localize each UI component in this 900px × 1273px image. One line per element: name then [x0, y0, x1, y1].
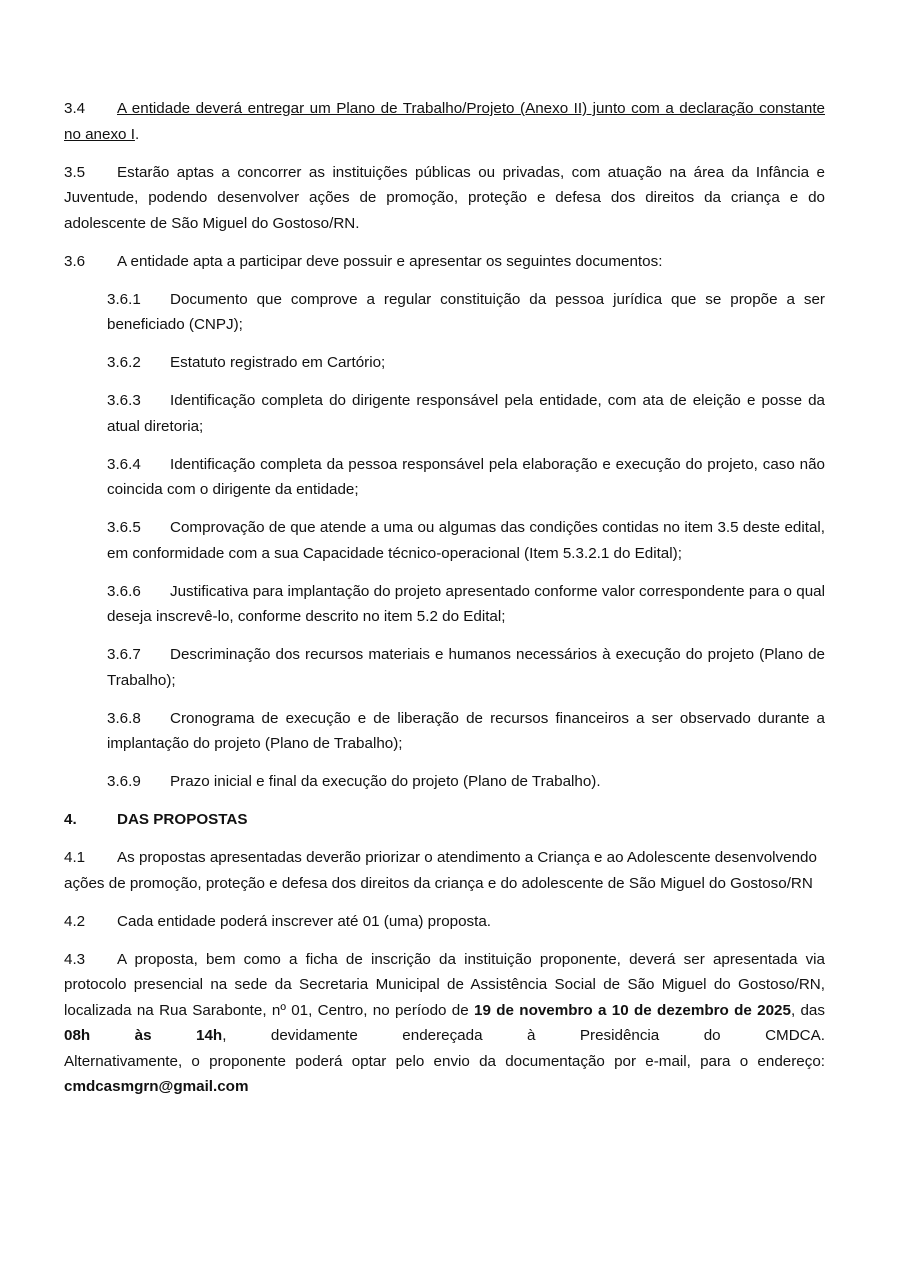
paragraph-text: , das	[790, 1001, 825, 1019]
item-number: 3.6.4	[107, 455, 141, 473]
item-number: 3.6.6	[107, 582, 141, 600]
item-text: Comprovação de que atende a uma ou algumas das condições contidas no item 3.5 deste edital, em conformidade com a sua Capacidade técnico-operacional (Item 5.3.2.1 do Edital);	[107, 519, 825, 562]
paragraph-text: A entidade apta a participar deve possuir e apresentar os seguintes documentos:	[117, 252, 663, 270]
time-start: 08h	[64, 1027, 91, 1044]
section-number: 3.4	[64, 100, 86, 117]
paragraph-tail: .	[134, 125, 140, 143]
paragraph-text: As propostas apresentadas deverão priorizar o atendimento a Criança e ao Adolescente desenvolvendo ações de promoção, proteção e defesa dos direitos da criança e do adolescente de São Miguel do Gostoso/RN	[64, 849, 817, 892]
time-end: 14h	[196, 1027, 223, 1044]
email-address: cmdcasmgrn@gmail.com	[64, 1078, 249, 1095]
section-number: 3.6	[64, 252, 86, 270]
list-item	[107, 388, 825, 439]
list-item	[107, 515, 825, 566]
paragraph-text: , devidamente endereçada à Presidência do CMDCA.	[222, 1027, 825, 1044]
list-item	[107, 287, 825, 338]
section-number: 4.1	[64, 849, 86, 866]
list-item	[107, 706, 825, 757]
item-number: 3.6.3	[107, 392, 141, 409]
document-page	[64, 96, 825, 1112]
list-item	[107, 769, 825, 795]
paragraph-3-6	[64, 249, 825, 275]
item-number: 3.6.5	[107, 519, 141, 536]
item-text: Justificativa para implantação do projeto apresentado conforme valor correspondente para o qual deseja inscrevê-lo, conforme descrito no item 5.2 do Edital;	[107, 582, 825, 625]
paragraph-4-2	[64, 909, 825, 935]
item-number: 3.6.1	[107, 290, 141, 308]
underlined-text: A entidade deverá entregar um Plano de Trabalho/Projeto (Anexo II) junto com a declaração constante no anexo I	[64, 100, 825, 143]
paragraph-3-4	[64, 96, 825, 147]
heading-title: DAS PROPOSTAS	[117, 811, 248, 828]
paragraph-3-5	[64, 160, 825, 237]
item-text: Estatuto registrado em Cartório;	[170, 354, 386, 371]
section-number: 3.5	[64, 163, 86, 181]
list-item	[107, 350, 825, 376]
paragraph-4-1	[64, 845, 825, 896]
item-text: Descriminação dos recursos materiais e humanos necessários à execução do projeto (Plano de Trabalho);	[107, 646, 825, 689]
item-text: Prazo inicial e final da execução do projeto (Plano de Trabalho).	[170, 773, 601, 790]
period-dates: 19 de novembro a 10 de dezembro de 2025	[474, 1001, 791, 1019]
section-heading-4	[64, 807, 825, 833]
paragraph-text: A proposta, bem como a ficha de inscrição da instituição proponente, deverá ser apresentada via protocolo presencial na sede da Secretaria Municipal de Assistência Social de São Miguel do Gostoso/RN, localizada na Rua Sarabonte, nº 01, Centro, no período de	[64, 950, 825, 1019]
paragraph-4-3	[64, 947, 825, 1049]
paragraph-text: Estarão aptas a concorrer as instituições públicas ou privadas, com atuação na área da Infância e Juventude, podendo desenvolver ações de promoção, proteção e defesa dos direitos da criança e do adolescente de São Miguel do Gostoso/RN.	[64, 163, 825, 232]
paragraph-4-3-continued	[64, 1049, 825, 1100]
item-text: Documento que comprove a regular constituição da pessoa jurídica que se propõe a ser beneficiado (CNPJ);	[107, 290, 825, 333]
list-item	[107, 579, 825, 630]
item-number: 3.6.8	[107, 709, 141, 727]
section-number: 4.3	[64, 950, 86, 968]
item-text: Cronograma de execução e de liberação de recursos financeiros a ser observado durante a implantação do projeto (Plano de Trabalho);	[107, 709, 825, 752]
paragraph-text: Cada entidade poderá inscrever até 01 (uma) proposta.	[117, 912, 492, 930]
heading-number: 4.	[64, 811, 77, 828]
item-number: 3.6.9	[107, 773, 141, 790]
list-item	[107, 642, 825, 693]
item-text: Identificação completa da pessoa responsável pela elaboração e execução do projeto, caso não coincida com o dirigente da entidade;	[107, 455, 825, 498]
time-connector: às	[134, 1027, 152, 1044]
item-number: 3.6.7	[107, 646, 141, 663]
item-text: Identificação completa do dirigente responsável pela entidade, com ata de eleição e posse da atual diretoria;	[107, 392, 825, 435]
list-item	[107, 452, 825, 503]
section-number: 4.2	[64, 912, 86, 930]
paragraph-text: Alternativamente, o proponente poderá optar pelo envio da documentação por e-mail, para o endereço:	[64, 1052, 825, 1070]
item-number: 3.6.2	[107, 354, 141, 371]
